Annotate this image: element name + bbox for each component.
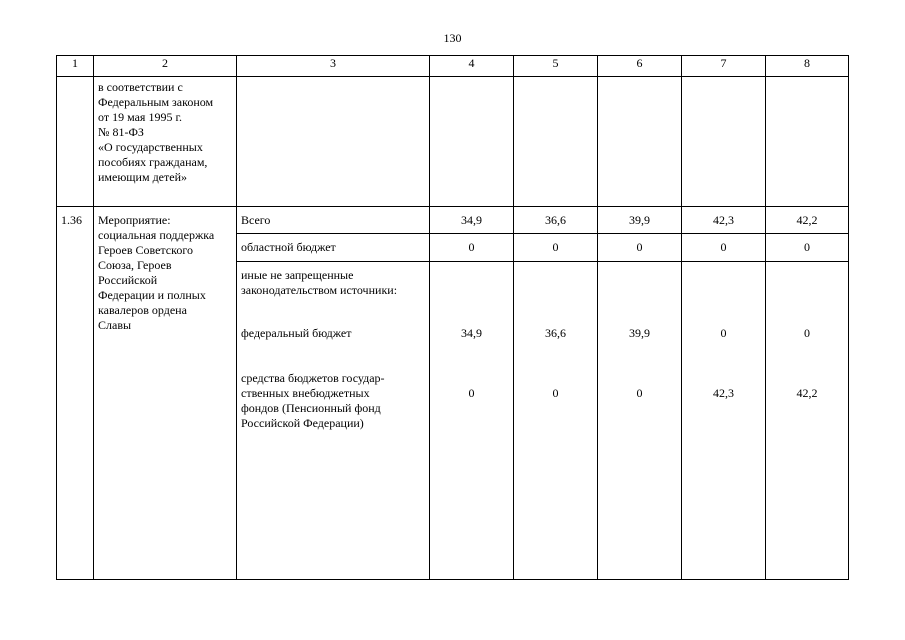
total-value: 39,9 — [598, 207, 682, 234]
sources-values-col-5 — [514, 262, 598, 580]
continuation-line: Федеральным законом — [98, 95, 214, 109]
header-col-7: 7 — [682, 56, 766, 77]
sources-values-col-6 — [598, 262, 682, 580]
total-label: Всего — [241, 212, 271, 227]
continuation-line: от 19 мая 1995 г. — [98, 110, 183, 124]
federal-value: 0 — [720, 326, 727, 340]
header-col-6: 6 — [598, 56, 682, 77]
regional-value: 0 — [682, 234, 766, 262]
description-line: кавалеров ордена — [98, 303, 187, 317]
total-value: 42,3 — [682, 207, 766, 234]
other-sources-label: иные не запрещенные — [241, 268, 354, 282]
extrabudgetary-label: Российской Федерации) — [241, 416, 364, 430]
description-line: социальная поддержка — [98, 228, 215, 242]
total-label-cell — [237, 207, 430, 234]
description-line: Славы — [98, 318, 132, 332]
regional-value: 0 — [766, 234, 849, 262]
sources-values-col-8 — [766, 262, 849, 580]
description-line: Союза, Героев — [98, 258, 172, 272]
extrabudgetary-label: средства бюджетов государ- — [241, 371, 385, 385]
regional-value: 0 — [430, 234, 514, 262]
federal-value: 34,9 — [461, 326, 482, 340]
header-col-5: 5 — [514, 56, 598, 77]
regional-value: 0 — [514, 234, 598, 262]
header-row — [57, 56, 849, 77]
continuation-line: в соответствии с — [98, 80, 183, 94]
extrabudgetary-value: 0 — [636, 386, 643, 400]
extrabudgetary-value: 0 — [468, 386, 475, 400]
extrabudgetary-value: 42,3 — [713, 386, 734, 400]
sources-values-col-7 — [682, 262, 766, 580]
federal-value: 0 — [804, 326, 810, 340]
other-sources-label: законодательством источники: — [241, 283, 398, 297]
extrabudgetary-label: фондов (Пенсионный фонд — [241, 401, 381, 415]
continuation-line: № 81-ФЗ — [98, 125, 144, 139]
item-number: 1.36 — [61, 213, 82, 227]
extrabudgetary-value: 42,2 — [796, 386, 818, 400]
extrabudgetary-value: 0 — [552, 386, 559, 400]
regional-label-cell — [237, 234, 430, 262]
total-value: 34,9 — [430, 207, 514, 234]
regional-label: областной бюджет — [241, 240, 336, 254]
sources-values-col-4 — [430, 262, 514, 580]
page-number: 130 — [443, 31, 462, 45]
continuation-line: «О государственных — [98, 140, 203, 154]
federal-value: 39,9 — [629, 326, 650, 340]
item-number-cell — [57, 207, 94, 580]
description-line: Российской — [98, 273, 158, 287]
header-col-8: 8 — [766, 56, 849, 77]
budget-table — [56, 55, 849, 580]
total-value: 36,6 — [514, 207, 598, 234]
regional-value: 0 — [598, 234, 682, 262]
item-description-cell — [94, 207, 237, 580]
other-sources-label-cell — [237, 262, 430, 580]
extrabudgetary-label: ственных внебюджетных — [241, 386, 370, 400]
header-col-3: 3 — [237, 56, 430, 77]
continuation-line: имеющим детей» — [98, 170, 187, 184]
description-line: Героев Советского — [98, 243, 193, 257]
description-line: Федерации и полных — [98, 288, 206, 302]
total-value: 42,2 — [766, 207, 849, 234]
federal-label: федеральный бюджет — [241, 326, 352, 340]
item-total-row — [57, 207, 849, 234]
description-line: Мероприятие: — [98, 213, 171, 227]
continuation-row — [57, 77, 849, 207]
header-col-1: 1 — [57, 56, 94, 77]
continuation-text — [94, 77, 237, 207]
header-col-4: 4 — [430, 56, 514, 77]
continuation-line: пособиях гражданам, — [98, 155, 208, 169]
header-col-2: 2 — [94, 56, 237, 77]
federal-value: 36,6 — [545, 326, 566, 340]
